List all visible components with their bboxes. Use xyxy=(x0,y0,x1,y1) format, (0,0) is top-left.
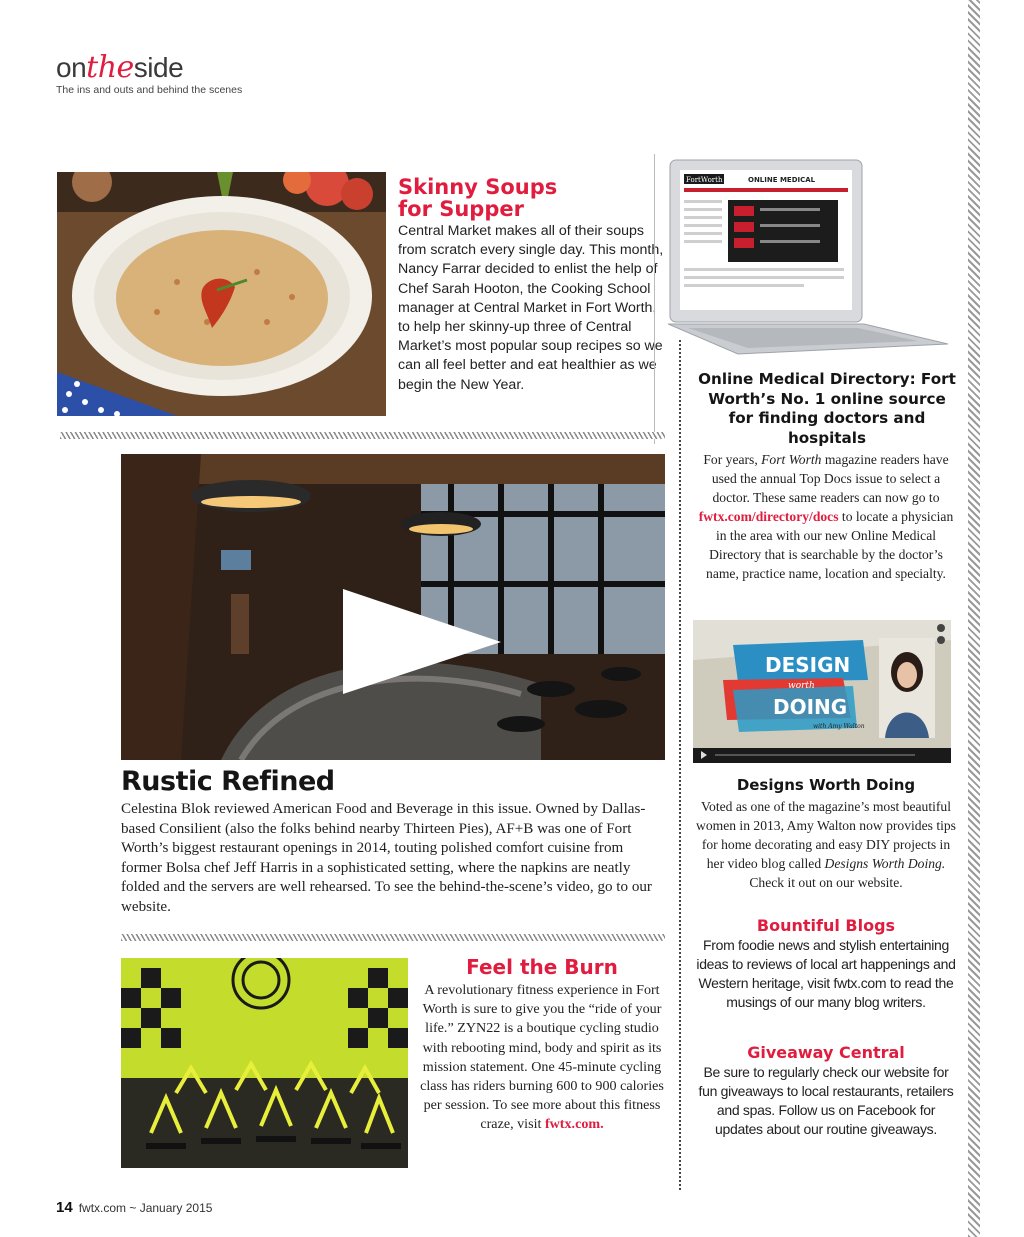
section-divider-1 xyxy=(60,432,665,439)
mast-on: on xyxy=(56,52,87,83)
laptop-screenshot xyxy=(668,158,950,358)
soup-photo xyxy=(57,172,386,416)
blogs-body: From foodie news and stylish entertaining ideas to reviews of local art happenings and Western heritage, visit fwtx.com to read the musings of our many blog writers. xyxy=(696,937,956,1010)
video-settings-icon[interactable] xyxy=(937,624,945,632)
page-number: 14 xyxy=(56,1199,73,1216)
directory-title: Online Medical Directory: Fort Worth’s No. 1 online source for finding doctors and hospitals xyxy=(698,370,956,447)
page-folio xyxy=(56,1199,212,1216)
rustic-body: Celestina Blok reviewed American Food and Beverage in this issue. Owned by Dallas-based Consilient (also the folks behind nearby Thirteen Pies), AF+B was one of Fort Worth’s biggest restaurant openings in 2014, touting polished comfort cuisine from former Bolsa chef Jeff Harris in a sophisticated setting, where the napkins are neatly folded and the servers are well rehearsed. To see the behind-the-scene’s video, go to our website. xyxy=(121,801,652,915)
right-edge-hatch xyxy=(968,0,980,1237)
directory-link[interactable]: fwtx.com/directory/docs xyxy=(698,509,839,524)
mast-side: side xyxy=(133,52,184,83)
cycling-studio-photo xyxy=(121,958,408,1168)
rustic-title: Rustic Refined xyxy=(121,766,335,797)
folio-text: fwtx.com ~ January 2015 xyxy=(78,1201,213,1215)
screen-masthead: FortWorth xyxy=(686,176,723,184)
designs-body: Voted as one of the magazine’s most beautiful women in 2013, Amy Walton now provides tips for home decorating and easy DIY projects in her video blog called Designs Worth Doing. Check it out on our website. xyxy=(696,799,956,890)
giveaway-title: Giveaway Central xyxy=(747,1043,905,1062)
video-share-icon[interactable] xyxy=(937,636,945,644)
section-divider-2 xyxy=(121,934,665,941)
mast-the: the xyxy=(86,50,134,85)
directory-body: For years, Fort Worth magazine readers have used the annual Top Docs issue to select a doctor. These same readers can now go to fwtx.com/directory/docs to locate a physician in the area with our new Online Medical Directory that is searchable by the doctor’s name, practice name, location and specialty. xyxy=(698,452,954,581)
designs-title: Designs Worth Doing xyxy=(736,776,916,794)
soup-body: Central Market makes all of their soups from scratch every single day. This month, Nancy Farrar decided to enlist the help of Chef Sarah Hooton, the Cooking School manager at Central Market in Fort Worth, to help her skinny-up three of Central Market’s most popular soup recipes so we can all feel better and eat healthier as we begin the New Year. xyxy=(398,223,664,393)
section-tagline: The ins and outs and behind the scenes xyxy=(56,84,243,96)
design-video-byline: with Amy Walton xyxy=(813,723,865,730)
section-masthead xyxy=(56,50,183,85)
design-video-line3: DOING xyxy=(773,695,848,719)
burn-body: A revolutionary fitness experience in Fort Worth is sure to give you the “ride of your life.” ZYN22 is a boutique cycling studio with rebooting mind, body and spirit as its mission statement. One 45-minute cycling class has riders burning 600 to 900 calories per session. To see more about this fitness craze, visit fwtx.com. xyxy=(420,982,664,1133)
screen-header: ONLINE MEDICAL xyxy=(748,176,816,184)
design-video-line1: DESIGN xyxy=(765,653,851,677)
column-rule-top xyxy=(654,154,655,444)
column-dotted-rule xyxy=(679,340,681,1190)
restaurant-video[interactable] xyxy=(121,454,665,760)
design-worth-doing-video[interactable] xyxy=(693,620,951,763)
blogs-title: Bountiful Blogs xyxy=(756,916,896,935)
burn-title: Feel the Burn xyxy=(466,955,618,979)
design-video-line2: worth xyxy=(788,681,815,691)
giveaway-body: Be sure to regularly check our website for fun giveaways to local restaurants, retailers and spas. Follow us on Facebook for updates about our routine giveaways. xyxy=(698,1064,954,1137)
soup-title: Skinny Soups for Supper xyxy=(398,175,558,221)
burn-link[interactable]: fwtx.com. xyxy=(544,1116,604,1133)
